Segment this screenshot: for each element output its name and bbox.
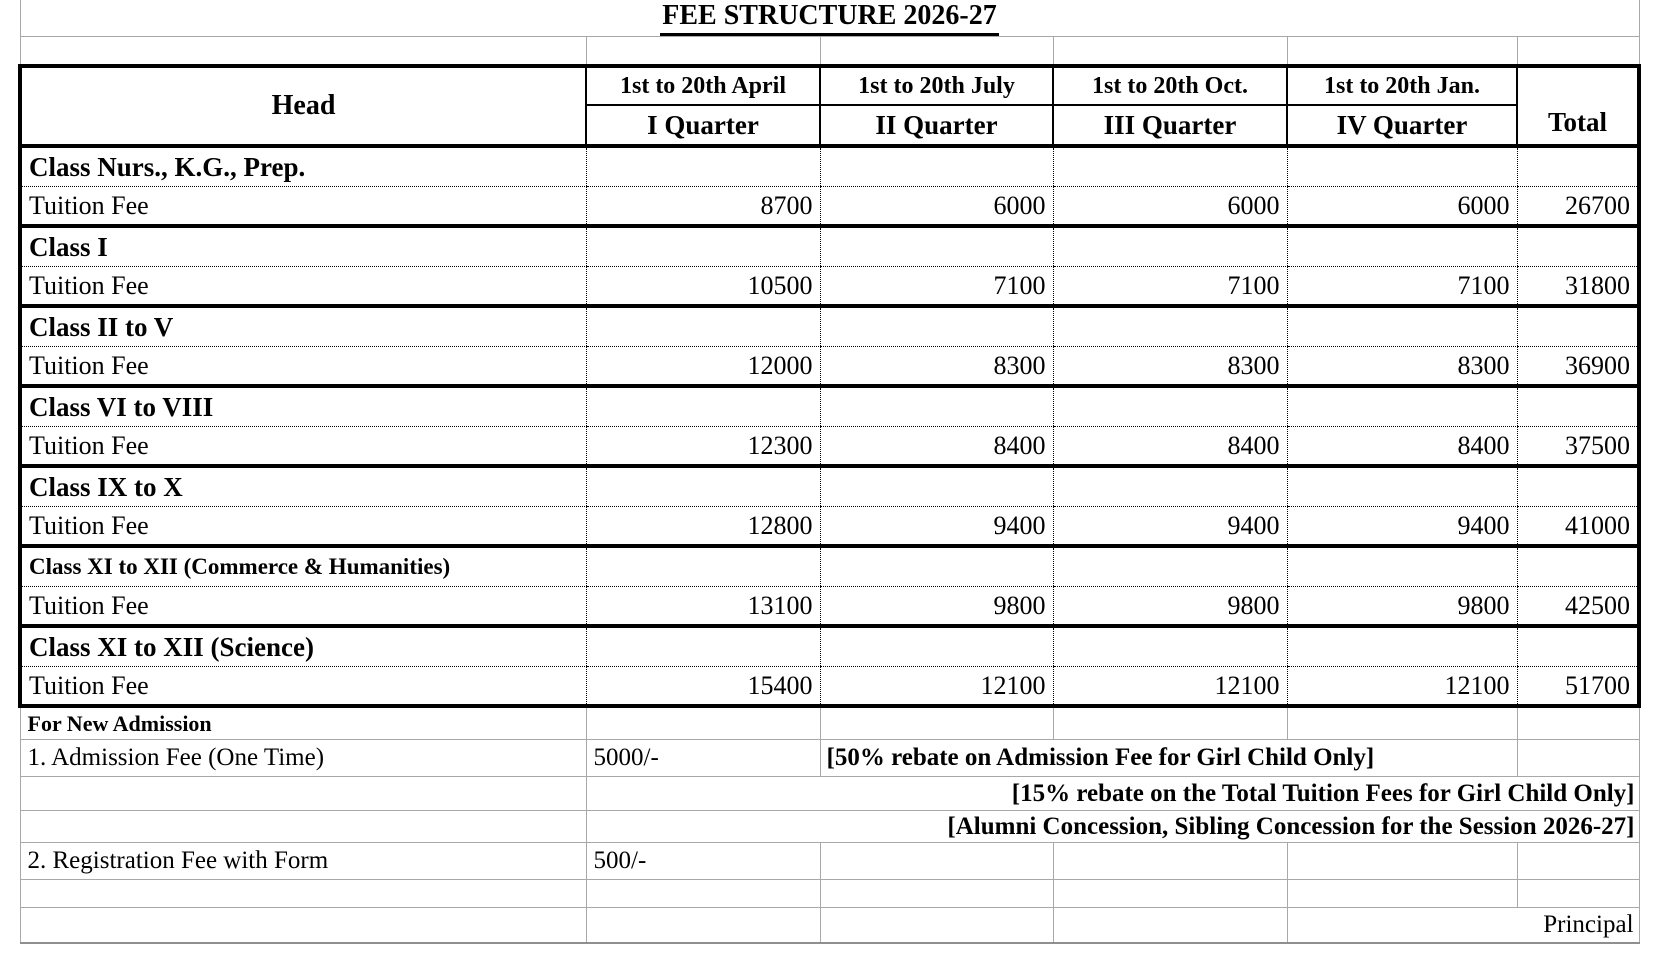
empty-cell: [586, 306, 820, 347]
fee-q1: 12000: [586, 347, 820, 387]
empty-cell: [820, 466, 1053, 507]
empty-cell: [1287, 706, 1517, 740]
empty-cell: [586, 386, 820, 427]
empty-cell: [586, 880, 820, 908]
empty-cell: [820, 146, 1053, 187]
empty-cell: [1287, 226, 1517, 267]
admission-fee-label: 1. Admission Fee (One Time): [20, 740, 586, 777]
class-section-row: [20, 466, 1639, 507]
tuition-fee-row: [20, 587, 1639, 627]
fee-q4: 7100: [1287, 267, 1517, 307]
empty-cell: [820, 880, 1053, 908]
period-header-q4: 1st to 20th Jan.: [1287, 66, 1517, 105]
class-section-row: [20, 546, 1639, 587]
empty-cell: [1517, 306, 1639, 347]
empty-cell: [20, 908, 586, 944]
admission-fee-value: 5000/-: [586, 740, 820, 777]
class-name: Class Nurs., K.G., Prep.: [20, 146, 586, 187]
empty-cell: [820, 226, 1053, 267]
fee-q1: 12800: [586, 507, 820, 547]
empty-cell: [586, 546, 820, 587]
registration-fee-value: 500/-: [586, 843, 820, 880]
empty-cell: [586, 908, 820, 944]
fee-q4: 12100: [1287, 667, 1517, 707]
tuition-fee-row: [20, 427, 1639, 467]
empty-cell: [1517, 740, 1639, 777]
class-section-row: [20, 386, 1639, 427]
tuition-fee-row: [20, 187, 1639, 227]
header-period-row: [20, 66, 1639, 105]
empty-cell: [1053, 306, 1287, 347]
empty-cell: [1517, 546, 1639, 587]
fee-structure-table: [18, 0, 1641, 944]
fee-q2: 12100: [820, 667, 1053, 707]
empty-cell: [1053, 843, 1287, 880]
class-name: Class VI to VIII: [20, 386, 586, 427]
tuition-fee-row: [20, 347, 1639, 387]
tuition-fee-label: Tuition Fee: [20, 187, 586, 227]
alumni-concession-row: [20, 811, 1639, 843]
fee-q1: 13100: [586, 587, 820, 627]
alumni-concession-note: [Alumni Concession, Sibling Concession for the Session 2026-27]: [586, 811, 1639, 843]
fee-q3: 9400: [1053, 507, 1287, 547]
new-admission-section-row: [20, 706, 1639, 740]
empty-cell: [1517, 386, 1639, 427]
girl-admission-rebate-note: [50% rebate on Admission Fee for Girl Child Only]: [820, 740, 1517, 777]
principal-signatory: Principal: [1287, 908, 1639, 944]
fee-total: 31800: [1517, 267, 1639, 307]
fee-q3: 9800: [1053, 587, 1287, 627]
empty-cell: [820, 843, 1053, 880]
signatory-row: [20, 908, 1639, 944]
empty-cell: [1287, 146, 1517, 187]
empty-cell: [586, 706, 820, 740]
empty-cell: [1053, 146, 1287, 187]
fee-total: 26700: [1517, 187, 1639, 227]
empty-cell: [820, 37, 1053, 67]
fee-q1: 8700: [586, 187, 820, 227]
period-header-q2: 1st to 20th July: [820, 66, 1053, 105]
fee-q1: 15400: [586, 667, 820, 707]
fee-total: 41000: [1517, 507, 1639, 547]
empty-cell: [586, 466, 820, 507]
fee-q3: 8400: [1053, 427, 1287, 467]
class-name: Class I: [20, 226, 586, 267]
tuition-fee-label: Tuition Fee: [20, 667, 586, 707]
quarter-header-4: IV Quarter: [1287, 105, 1517, 146]
class-section-row: [20, 306, 1639, 347]
fee-total: 42500: [1517, 587, 1639, 627]
fee-total: 51700: [1517, 667, 1639, 707]
empty-cell: [820, 706, 1053, 740]
fee-q2: 9400: [820, 507, 1053, 547]
class-name: Class XI to XII (Commerce & Humanities): [20, 546, 586, 587]
empty-cell: [20, 880, 586, 908]
empty-cell: [1287, 626, 1517, 667]
total-column-header: Total: [1517, 66, 1639, 146]
tuition-fee-row: [20, 507, 1639, 547]
fee-q4: 8300: [1287, 347, 1517, 387]
girl-tuition-rebate-row: [20, 777, 1639, 811]
empty-cell: [1517, 226, 1639, 267]
fee-q2: 7100: [820, 267, 1053, 307]
fee-q2: 8300: [820, 347, 1053, 387]
empty-cell: [1053, 466, 1287, 507]
tuition-fee-row: [20, 667, 1639, 707]
fee-q3: 8300: [1053, 347, 1287, 387]
registration-fee-row: [20, 843, 1639, 880]
registration-fee-label: 2. Registration Fee with Form: [20, 843, 586, 880]
period-header-q3: 1st to 20th Oct.: [1053, 66, 1287, 105]
fee-q2: 8400: [820, 427, 1053, 467]
class-name: Class II to V: [20, 306, 586, 347]
tuition-fee-label: Tuition Fee: [20, 587, 586, 627]
tuition-fee-label: Tuition Fee: [20, 267, 586, 307]
class-section-row: [20, 146, 1639, 187]
fee-q3: 7100: [1053, 267, 1287, 307]
quarter-header-3: III Quarter: [1053, 105, 1287, 146]
spacer-row: [20, 37, 1639, 67]
empty-cell: [820, 386, 1053, 427]
empty-cell: [820, 908, 1053, 944]
empty-cell: [1517, 466, 1639, 507]
empty-cell: [1053, 546, 1287, 587]
admission-fee-row: [20, 740, 1639, 777]
empty-cell: [1287, 843, 1517, 880]
fee-q3: 12100: [1053, 667, 1287, 707]
tuition-fee-label: Tuition Fee: [20, 427, 586, 467]
empty-cell: [1053, 626, 1287, 667]
empty-cell: [820, 626, 1053, 667]
tuition-fee-label: Tuition Fee: [20, 507, 586, 547]
empty-cell: [1053, 880, 1287, 908]
fee-q4: 6000: [1287, 187, 1517, 227]
empty-cell: [1053, 386, 1287, 427]
empty-cell: [20, 811, 586, 843]
fee-q1: 12300: [586, 427, 820, 467]
empty-cell: [586, 37, 820, 67]
empty-cell: [1053, 37, 1287, 67]
fee-q1: 10500: [586, 267, 820, 307]
empty-cell: [1287, 37, 1517, 67]
empty-cell: [586, 226, 820, 267]
girl-tuition-rebate-note: [15% rebate on the Total Tuition Fees for Girl Child Only]: [586, 777, 1639, 811]
fee-q4: 8400: [1287, 427, 1517, 467]
fee-q4: 9800: [1287, 587, 1517, 627]
tuition-fee-row: [20, 267, 1639, 307]
fee-q2: 9800: [820, 587, 1053, 627]
empty-cell: [1287, 306, 1517, 347]
sheet-title: FEE STRUCTURE 2026-27: [660, 0, 998, 36]
empty-cell: [1517, 146, 1639, 187]
fee-q3: 6000: [1053, 187, 1287, 227]
period-header-q1: 1st to 20th April: [586, 66, 820, 105]
empty-cell: [1287, 386, 1517, 427]
empty-cell: [820, 546, 1053, 587]
sheet-title-cell: [20, 0, 1639, 37]
empty-cell: [1053, 226, 1287, 267]
quarter-header-1: I Quarter: [586, 105, 820, 146]
empty-cell: [1517, 706, 1639, 740]
empty-cell: [20, 37, 586, 67]
new-admission-section-label: For New Admission: [20, 706, 586, 740]
quarter-header-2: II Quarter: [820, 105, 1053, 146]
empty-cell: [820, 306, 1053, 347]
empty-cell: [1287, 466, 1517, 507]
title-row: [20, 0, 1639, 37]
empty-cell: [1287, 546, 1517, 587]
empty-cell: [1053, 908, 1287, 944]
tuition-fee-label: Tuition Fee: [20, 347, 586, 387]
fee-q2: 6000: [820, 187, 1053, 227]
empty-cell: [1517, 626, 1639, 667]
class-section-row: [20, 626, 1639, 667]
fee-total: 37500: [1517, 427, 1639, 467]
class-section-row: [20, 226, 1639, 267]
empty-cell: [586, 146, 820, 187]
empty-cell: [1053, 706, 1287, 740]
empty-cell: [1517, 37, 1639, 67]
empty-cell: [1287, 880, 1517, 908]
empty-cell: [1517, 880, 1639, 908]
fee-q4: 9400: [1287, 507, 1517, 547]
fee-structure-sheet: [18, 0, 1641, 944]
class-name: Class XI to XII (Science): [20, 626, 586, 667]
class-name: Class IX to X: [20, 466, 586, 507]
empty-row: [20, 880, 1639, 908]
head-column-header: Head: [20, 66, 586, 146]
empty-cell: [1517, 843, 1639, 880]
empty-cell: [586, 626, 820, 667]
fee-total: 36900: [1517, 347, 1639, 387]
empty-cell: [20, 777, 586, 811]
